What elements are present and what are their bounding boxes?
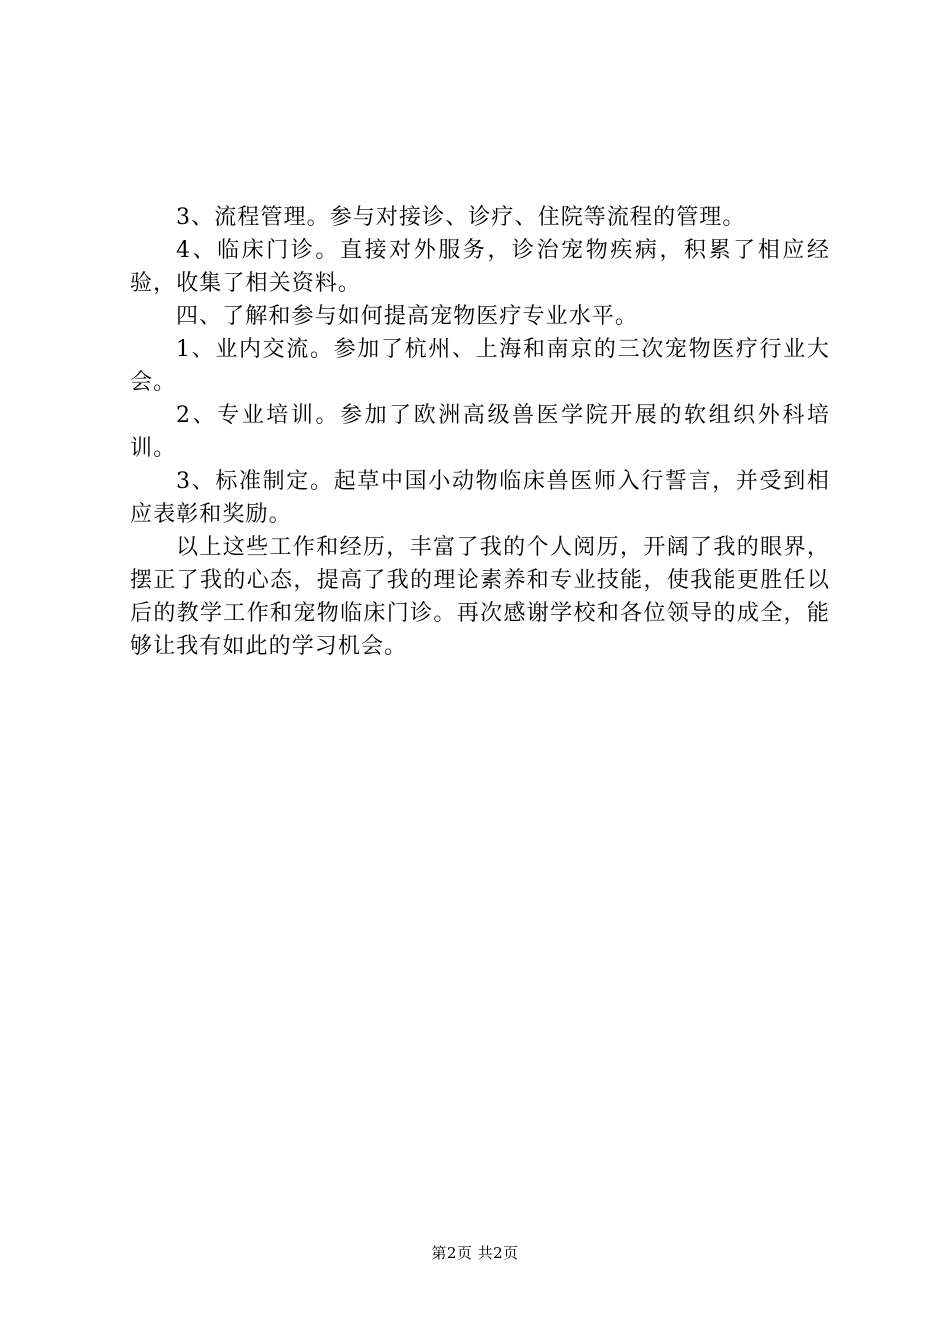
paragraph-professional-training: 2、专业培训。参加了欧洲高级兽医学院开展的软组织外科培训。	[130, 403, 830, 461]
paragraph-process-management: 3、流程管理。参与对接诊、诊疗、住院等流程的管理。	[176, 205, 746, 230]
paragraph-standard-drafting: 3、标准制定。起草中国小动物临床兽医师入行誓言，并受到相应表彰和奖励。	[130, 469, 830, 527]
page-number-footer: 第2页 共2页	[431, 1244, 519, 1262]
paragraph-industry-exchange: 1、业内交流。参加了杭州、上海和南京的三次宠物医疗行业大会。	[130, 337, 830, 395]
paragraph-conclusion: 以上这些工作和经历，丰富了我的个人阅历，开阔了我的眼界，摆正了我的心态，提高了我的理论素养和专业技能，使我能更胜任以后的教学工作和宠物临床门诊。再次感谢学校和各位领导的成全，能够让我有如此的学习机会。	[130, 535, 830, 659]
paragraph-clinical-outpatient: 4、临床门诊。直接对外服务，诊治宠物疾病，积累了相应经验，收集了相关资料。	[130, 238, 830, 296]
section-heading-professional-level: 四、了解和参与如何提高宠物医疗专业水平。	[176, 304, 639, 329]
document-body	[130, 201, 830, 663]
